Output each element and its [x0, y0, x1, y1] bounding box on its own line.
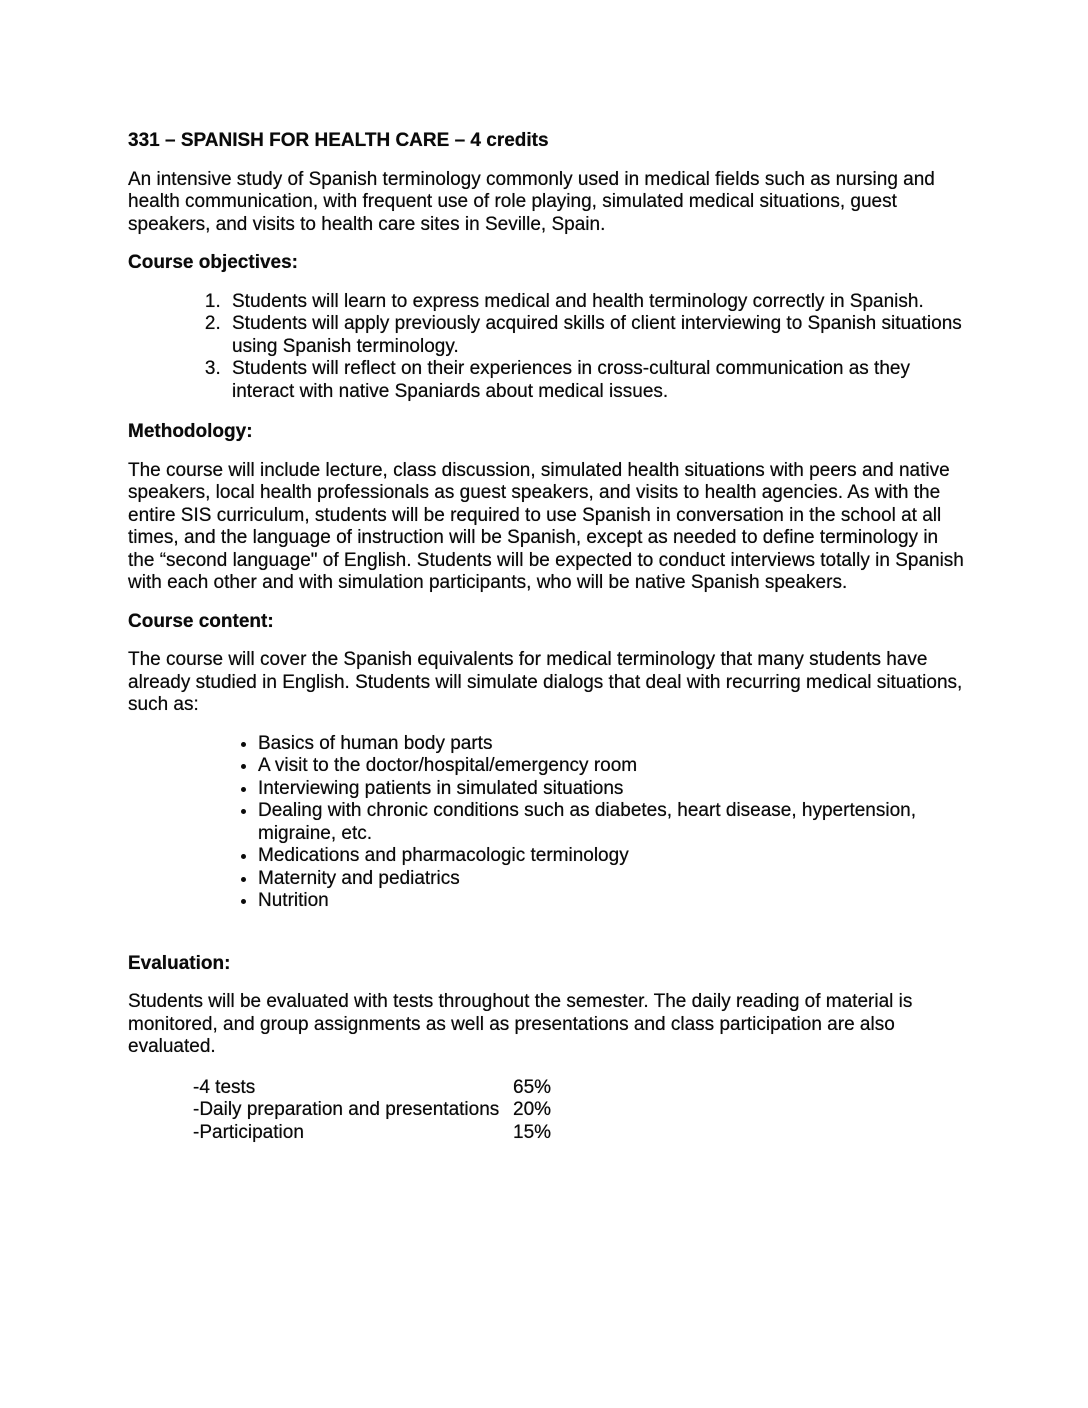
topic-item-4: • Dealing with chronic conditions such as diabetes, heart disease, hypertension, migraine, etc. [258, 800, 964, 845]
section-heading-course-content: Course content: [128, 610, 274, 632]
section-heading-methodology: Methodology: [128, 421, 253, 442]
eval-row-value: 15% [513, 1121, 552, 1143]
topic-item-2: • A visit to the doctor/hospital/emergency room [258, 755, 964, 778]
eval-row-label: -Daily preparation and presentations [193, 1099, 500, 1120]
eval-row-label: -4 tests [193, 1076, 256, 1098]
course-description-paragraph: An intensive study of Spanish terminology commonly used in medical fields such as nursing and health communication, with frequent use of role playing, simulated medical situations, guest speakers, and visits to health care sites in Seville, Spain. [128, 168, 935, 235]
topic-item-5: • Medications and pharmacologic terminology [258, 845, 964, 868]
course-title: 331 – SPANISH FOR HEALTH CARE – 4 credits [128, 130, 549, 151]
topic-item-1: • Basics of human body parts [258, 733, 964, 756]
methodology-paragraph: The course will include lecture, class discussion, simulated health situations with peers and native speakers, local health professionals as guest speakers, and visits to health agencies. As with the entire SIS curriculum, students will be required to use Spanish in conversation in the school at all times, and the language of instruction will be Spanish, except as needed to define terminology in the “second language" of English. Students will be expected to conduct interviews totally in Spanish with each other and with simulation participants, who will be native Spanish speakers. [128, 459, 964, 593]
section-heading-evaluation: Evaluation: [128, 952, 231, 974]
evaluation-weights-table [193, 1077, 964, 1145]
section-heading-course-objectives: Course objectives: [128, 252, 298, 273]
eval-row-value: 20% [513, 1099, 552, 1120]
topic-item-6: • Maternity and pediatrics [258, 868, 964, 891]
table-row [193, 1099, 964, 1122]
eval-row-label: -Participation [193, 1121, 304, 1143]
objective-item-3: 3. Students will reflect on their experiences in cross-cultural communication as they interact with native Spaniards about medical issues. [226, 358, 964, 403]
course-content-paragraph: The course will cover the Spanish equivalents for medical terminology that many students have already studied in English. Students will simulate dialogs that deal with recurring medical situations, such as: [128, 649, 963, 715]
eval-row-value: 65% [513, 1076, 552, 1098]
evaluation-paragraph: Students will be evaluated with tests throughout the semester. The daily reading of material is monitored, and group assignments as well as presentations and class participation are also evaluated. [128, 991, 913, 1057]
topic-item-7: • Nutrition [258, 890, 964, 913]
objective-item-2: 2. Students will apply previously acquired skills of client interviewing to Spanish situations using Spanish terminology. [226, 313, 964, 358]
topic-item-3: • Interviewing patients in simulated situations [258, 778, 964, 801]
topics-list [128, 733, 964, 913]
table-row [193, 1122, 964, 1145]
table-row [193, 1077, 964, 1100]
objectives-list [128, 291, 964, 404]
objective-item-1: 1. Students will learn to express medical and health terminology correctly in Spanish. [226, 291, 964, 314]
